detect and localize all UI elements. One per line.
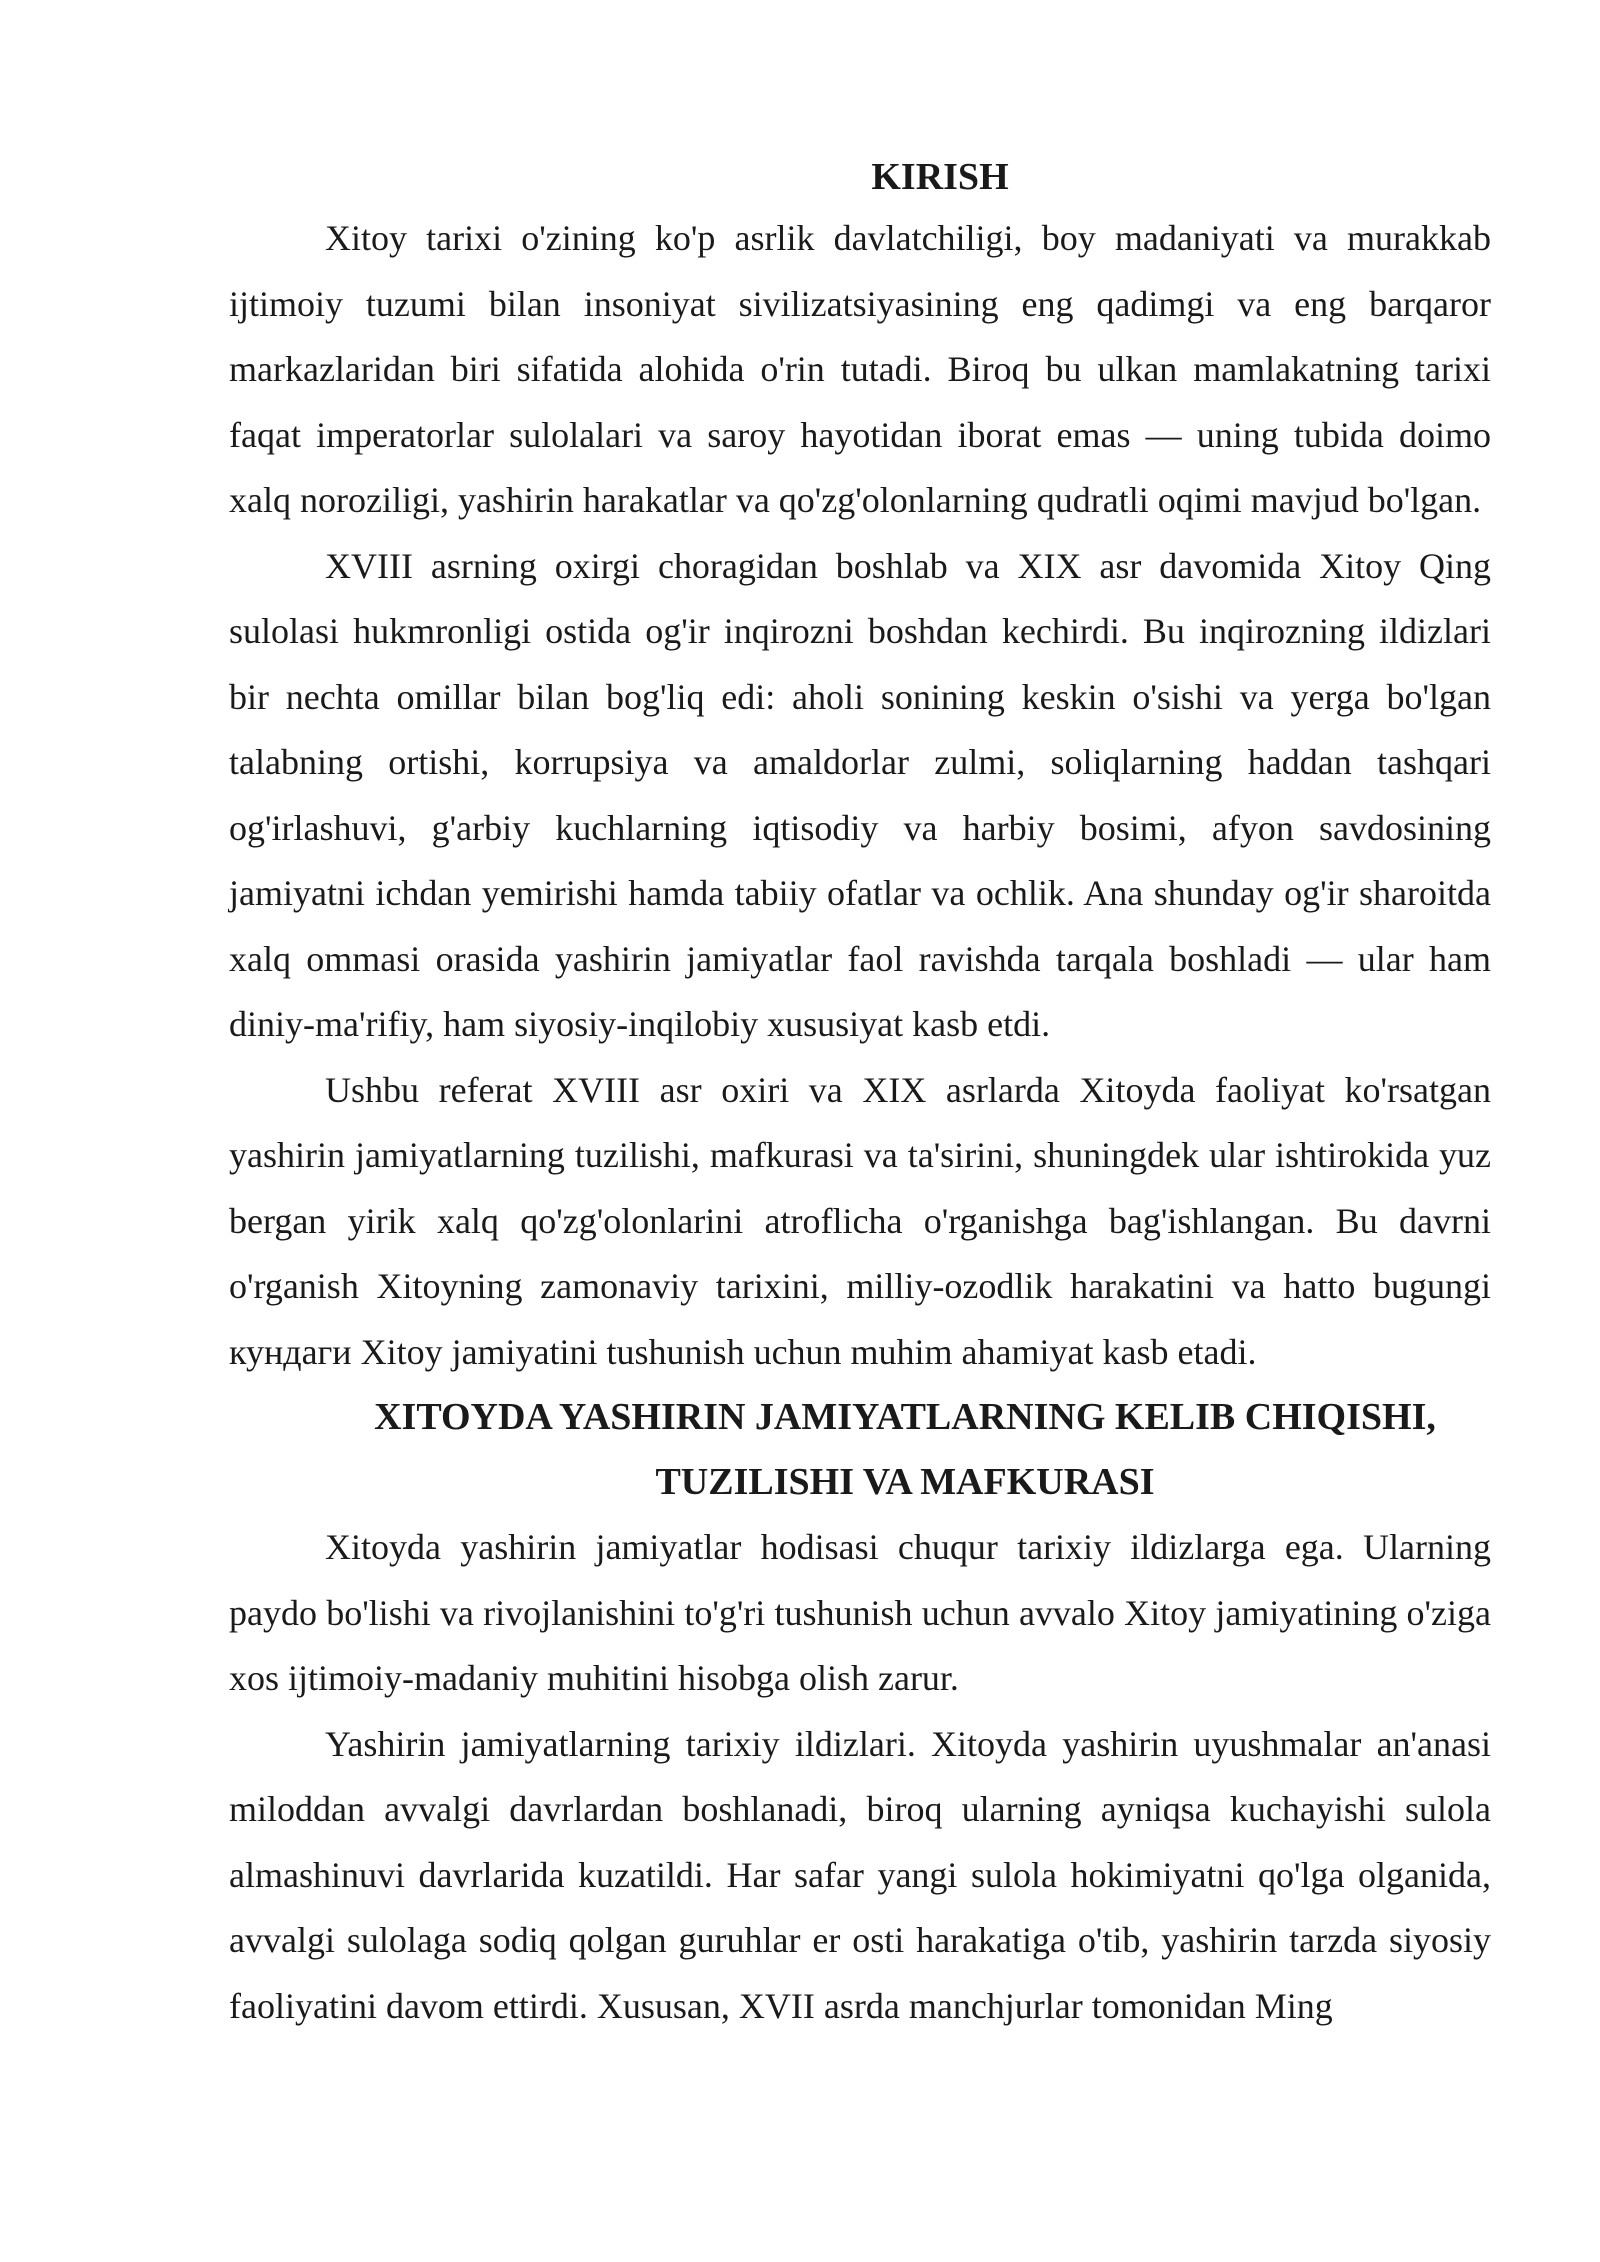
document-page xyxy=(229,148,1491,2039)
page-heading: KIRISH xyxy=(871,156,1009,198)
section-paragraph-1: Xitoyda yashirin jamiyatlar hodisasi chuqur tarixiy ildizlarga ega. Ularning paydo bo'lishi va rivojlanishini to'g'ri tushunish uchun avvalo Xitoy jamiyatining o'ziga xos ijtimoiy-madaniy muhitini hisobga olish zarur. xyxy=(229,1527,1491,1698)
section-title xyxy=(229,1385,1491,1515)
intro-paragraph-3: Ushbu referat XVIII asr oxiri va XIX asrlarda Xitoyda faoliyat ko'rsatgan yashirin jamiyatlarning tuzilishi, mafkurasi va ta'sirini, shuningdek ular ishtirokida yuz bergan yirik xalq qo'zg'olonlarini atroflicha o'rganishga bag'ishlangan. Bu davrni o'rganish Xitoyning zamonaviy tarixini, milliy-ozodlik harakatini va hatto bugungi кундаги Xitoy jamiyatini tushunish uchun muhim ahamiyat kasb etadi. xyxy=(229,1069,1491,1372)
section-paragraph-2: Yashirin jamiyatlarning tarixiy ildizlari. Xitoyda yashirin uyushmalar an'anasi miloddan avvalgi davrlardan boshlanadi, biroq ularning ayniqsa kuchayishi sulola almashinuvi davrlarida kuzatildi. Har safar yangi sulola hokimiyatni qo'lga olganida, avvalgi sulolaga sodiq qolgan guruhlar er osti harakatiga o'tib, yashirin tarzda siyosiy faoliyatini davom ettirdi. Xususan, XVII asrda manchjurlar tomonidan Ming xyxy=(229,1723,1491,2026)
section-title-line-2: TUZILISHI VA MAFKURASI xyxy=(655,1461,1155,1503)
intro-paragraph-2: XVIII asrning oxirgi choragidan boshlab va XIX asr davomida Xitoy Qing sulolasi hukmronligi ostida og'ir inqirozni boshdan kechirdi. Bu inqirozning ildizlari bir nechta omillar bilan bog'liq edi: aholi sonining keskin o'sishi va yerga bo'lgan talabning ortishi, korrupsiya va amaldorlar zulmi, soliqlarning haddan tashqari og'irlashuvi, g'arbiy kuchlarning iqtisodiy va harbiy bosimi, afyon savdosining jamiyatni ichdan yemirishi hamda tabiiy ofatlar va ochlik. Ana shunday og'ir sharoitda xalq ommasi orasida yashirin jamiyatlar faol ravishda tarqala boshladi — ular ham diniy-ma'rifiy, ham siyosiy-inqilobiy xususiyat kasb etdi. xyxy=(229,545,1491,1044)
section-title-line-1: XITOYDA YASHIRIN JAMIYATLARNING KELIB CHIQISHI, xyxy=(374,1396,1436,1438)
intro-paragraph-1: Xitoy tarixi o'zining ko'p asrlik davlatchiligi, boy madaniyati va murakkab ijtimoiy tuzumi bilan insoniyat sivilizatsiyasining eng qadimgi va eng barqaror markazlaridan biri sifatida alohida o'rin tutadi. Biroq bu ulkan mamlakatning tarixi faqat imperatorlar sulolalari va saroy hayotidan iborat emas — uning tubida doimo xalq noroziligi, yashirin harakatlar va qo'zg'olonlarning qudratli oqimi mavjud bo'lgan. xyxy=(229,218,1491,520)
